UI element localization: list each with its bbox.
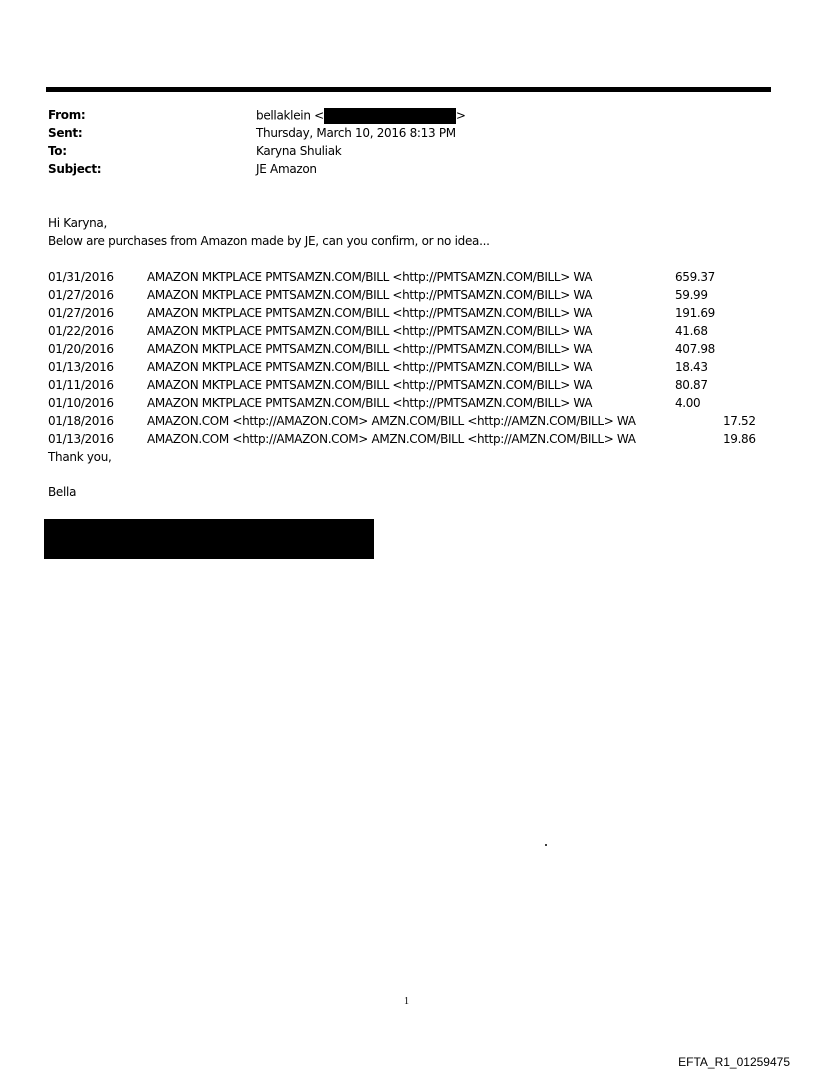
transaction-date: 01/20/2016 bbox=[48, 342, 114, 356]
transaction-date: 01/18/2016 bbox=[48, 414, 114, 428]
from-name: bellaklein < bbox=[256, 108, 324, 123]
transaction-description: AMAZON MKTPLACE PMTSAMZN.COM/BILL <http://PMTSAMZN.COM/BILL> WA bbox=[147, 324, 593, 338]
transaction-date: 01/27/2016 bbox=[48, 288, 114, 302]
transaction-description: AMAZON.COM <http://AMAZON.COM> AMZN.COM/BILL <http://AMZN.COM/BILL> WA bbox=[147, 414, 636, 428]
transaction-amount: 41.68 bbox=[675, 324, 708, 338]
stray-dot bbox=[545, 844, 547, 846]
greeting: Hi Karyna, bbox=[48, 216, 107, 230]
transaction-amount: 80.87 bbox=[675, 378, 708, 392]
intro-text: Below are purchases from Amazon made by JE, can you confirm, or no idea... bbox=[48, 234, 490, 248]
transaction-description: AMAZON MKTPLACE PMTSAMZN.COM/BILL <http://PMTSAMZN.COM/BILL> WA bbox=[147, 378, 593, 392]
from-close: > bbox=[455, 108, 466, 123]
to-value: Karyna Shuliak bbox=[256, 144, 342, 158]
transaction-amount: 191.69 bbox=[675, 306, 715, 320]
page-number: 1 bbox=[404, 996, 409, 1007]
transaction-date: 01/13/2016 bbox=[48, 360, 114, 374]
transaction-amount: 659.37 bbox=[675, 270, 715, 284]
closing: Thank you, bbox=[48, 450, 112, 464]
redacted-email bbox=[324, 108, 456, 124]
transaction-date: 01/13/2016 bbox=[48, 432, 114, 446]
transaction-amount: 59.99 bbox=[675, 288, 708, 302]
redacted-signature-block bbox=[44, 519, 374, 559]
to-label: To: bbox=[48, 144, 67, 158]
transaction-amount: 18.43 bbox=[675, 360, 708, 374]
document-id: EFTA_R1_01259475 bbox=[678, 1055, 790, 1069]
transaction-description: AMAZON MKTPLACE PMTSAMZN.COM/BILL <http://PMTSAMZN.COM/BILL> WA bbox=[147, 360, 593, 374]
transaction-date: 01/10/2016 bbox=[48, 396, 114, 410]
transaction-description: AMAZON MKTPLACE PMTSAMZN.COM/BILL <http://PMTSAMZN.COM/BILL> WA bbox=[147, 306, 593, 320]
transaction-description: AMAZON MKTPLACE PMTSAMZN.COM/BILL <http://PMTSAMZN.COM/BILL> WA bbox=[147, 288, 593, 302]
signature: Bella bbox=[48, 485, 77, 499]
from-value bbox=[256, 108, 466, 124]
transaction-description: AMAZON MKTPLACE PMTSAMZN.COM/BILL <http://PMTSAMZN.COM/BILL> WA bbox=[147, 396, 593, 410]
transaction-amount: 4.00 bbox=[675, 396, 701, 410]
transaction-amount: 407.98 bbox=[675, 342, 715, 356]
sent-value: Thursday, March 10, 2016 8:13 PM bbox=[256, 126, 456, 140]
transaction-description: AMAZON MKTPLACE PMTSAMZN.COM/BILL <http://PMTSAMZN.COM/BILL> WA bbox=[147, 342, 593, 356]
transaction-date: 01/27/2016 bbox=[48, 306, 114, 320]
transaction-date: 01/31/2016 bbox=[48, 270, 114, 284]
transaction-date: 01/11/2016 bbox=[48, 378, 114, 392]
transaction-description: AMAZON.COM <http://AMAZON.COM> AMZN.COM/BILL <http://AMZN.COM/BILL> WA bbox=[147, 432, 636, 446]
subject-label: Subject: bbox=[48, 162, 102, 176]
from-label: From: bbox=[48, 108, 86, 122]
subject-value: JE Amazon bbox=[256, 162, 317, 176]
header-rule bbox=[46, 87, 771, 92]
transaction-date: 01/22/2016 bbox=[48, 324, 114, 338]
sent-label: Sent: bbox=[48, 126, 83, 140]
transaction-description: AMAZON MKTPLACE PMTSAMZN.COM/BILL <http://PMTSAMZN.COM/BILL> WA bbox=[147, 270, 593, 284]
transaction-amount: 17.52 bbox=[723, 414, 756, 428]
transaction-amount: 19.86 bbox=[723, 432, 756, 446]
